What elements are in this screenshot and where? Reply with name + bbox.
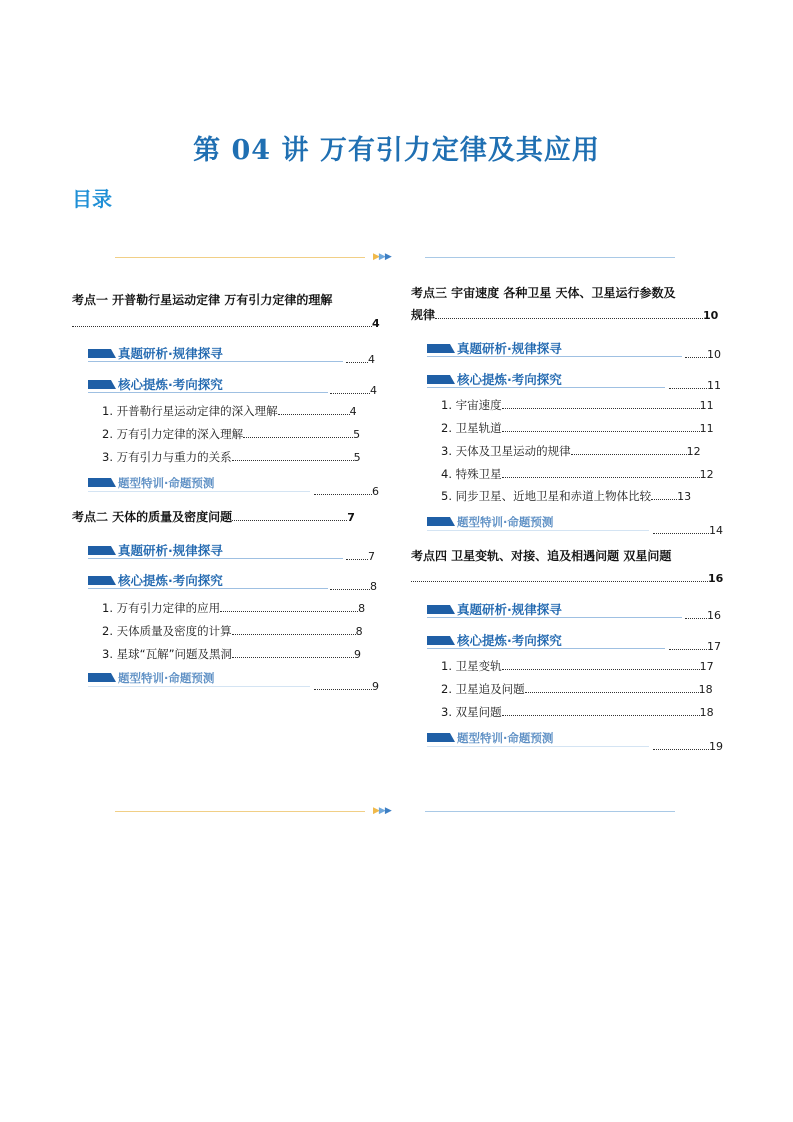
hexin-banner-4[interactable]: 核心提炼·考向探究 17 <box>427 633 723 651</box>
banner-flag-icon <box>88 380 116 389</box>
banner-flag-icon <box>88 576 116 585</box>
hexin-banner-2[interactable]: 核心提炼·考向探究 8 <box>88 573 378 591</box>
toc-item[interactable]: 2. 天体质量及密度的计算 8 <box>102 624 363 638</box>
page-title: 第 04 讲 万有引力定律及其应用 <box>193 135 600 166</box>
zhenti-banner-1[interactable]: 真题研析·规律探寻 4 <box>88 346 378 364</box>
toc-item[interactable]: 1. 开普勒行星运动定律的深入理解 4 <box>102 404 357 418</box>
banner-flag-icon <box>427 517 455 526</box>
toc-item[interactable]: 3. 天体及卫星运动的规律 12 <box>441 444 701 458</box>
top-divider <box>115 251 675 263</box>
tixing-banner-3[interactable]: 题型特训·命题预测 14 <box>427 514 723 532</box>
toc-item[interactable]: 3. 星球“瓦解”问题及黑洞 9 <box>102 647 362 661</box>
toc-section-4-leader[interactable]: 16 <box>411 571 726 586</box>
zhenti-banner-4[interactable]: 真题研析·规律探寻 16 <box>427 602 723 620</box>
toc-item[interactable]: 2. 卫星追及问题 18 <box>441 682 713 696</box>
toc-item[interactable]: 3. 双星问题 18 <box>441 705 714 719</box>
toc-item[interactable]: 2. 万有引力定律的深入理解 5 <box>102 427 361 441</box>
banner-flag-icon <box>88 349 116 358</box>
triple-arrow-icon: ▶▶▶ <box>373 806 391 816</box>
bottom-divider <box>115 805 675 817</box>
banner-flag-icon <box>427 733 455 742</box>
banner-flag-icon <box>88 478 116 487</box>
tixing-banner-2[interactable]: 题型特训·命题预测 9 <box>88 670 378 688</box>
tixing-banner-4[interactable]: 题型特训·命题预测 19 <box>427 730 723 748</box>
toc-section-1-leader[interactable]: 4 <box>72 316 382 331</box>
toc-section-4[interactable]: 考点四 卫星变轨、对接、追及相遇问题 双星问题 <box>411 549 672 563</box>
hexin-banner-3[interactable]: 核心提炼·考向探究 11 <box>427 372 723 390</box>
banner-flag-icon <box>427 636 455 645</box>
banner-flag-icon <box>427 344 455 353</box>
banner-flag-icon <box>88 673 116 682</box>
toc-item[interactable]: 1. 万有引力定律的应用 8 <box>102 601 366 615</box>
toc-section-1[interactable]: 考点一 开普勒行星运动定律 万有引力定律的理解 <box>72 293 333 307</box>
hexin-banner-1[interactable]: 核心提炼·考向探究 4 <box>88 377 378 395</box>
toc-section-3-leader[interactable]: 规律 10 <box>411 308 719 322</box>
tixing-banner-1[interactable]: 题型特训·命题预测 6 <box>88 475 378 493</box>
triple-arrow-icon: ▶▶▶ <box>373 252 391 262</box>
toc-item[interactable]: 2. 卫星轨道 11 <box>441 421 714 435</box>
toc-item[interactable]: 1. 卫星变轨 17 <box>441 659 714 673</box>
toc-item[interactable]: 3. 万有引力与重力的关系 5 <box>102 450 361 464</box>
toc-item[interactable]: 1. 宇宙速度 11 <box>441 398 714 412</box>
toc-item[interactable]: 5. 同步卫星、近地卫星和赤道上物体比较 13 <box>441 489 692 503</box>
banner-flag-icon <box>427 605 455 614</box>
zhenti-banner-2[interactable]: 真题研析·规律探寻 7 <box>88 543 378 561</box>
banner-flag-icon <box>88 546 116 555</box>
zhenti-banner-3[interactable]: 真题研析·规律探寻 10 <box>427 341 723 359</box>
banner-flag-icon <box>427 375 455 384</box>
toc-heading: 目录 <box>72 187 112 211</box>
toc-item[interactable]: 4. 特殊卫星 12 <box>441 467 714 481</box>
toc-section-2[interactable]: 考点二 天体的质量及密度问题 7 <box>72 510 355 524</box>
toc-section-3[interactable]: 考点三 宇宙速度 各种卫星 天体、卫星运行参数及 <box>411 286 676 300</box>
